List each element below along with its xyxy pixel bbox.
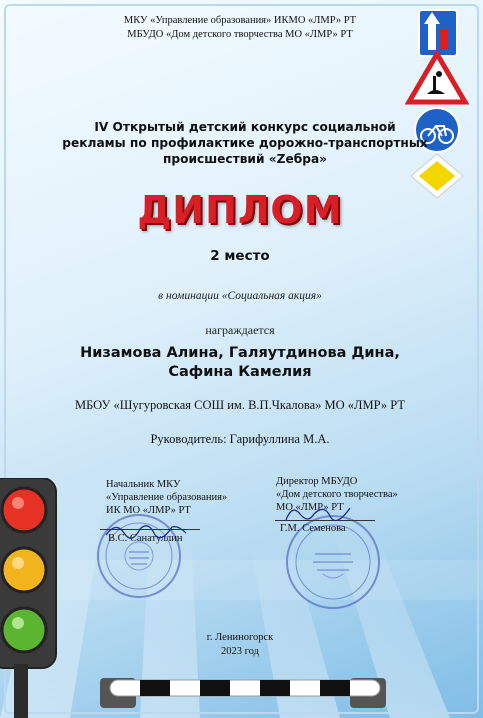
handwritten-signature-right bbox=[280, 500, 360, 526]
diploma-title: ДИПЛОМ bbox=[137, 188, 343, 232]
awarded-label: награждается bbox=[205, 323, 275, 337]
one-way-sign-icon bbox=[419, 10, 457, 56]
signer-left-position-1: Начальник МКУ bbox=[106, 479, 181, 490]
signer-left-position-2: «Управление образования» bbox=[106, 492, 228, 503]
recipient-names bbox=[40, 344, 440, 382]
organizer-line-2: МБУДО «Дом детского творчества МО «ЛМР» РТ bbox=[127, 29, 353, 40]
city-label: г. Лениногорск bbox=[206, 632, 274, 643]
handwritten-signature-left bbox=[102, 519, 192, 541]
signature-block-left bbox=[106, 478, 227, 517]
contest-line-2: рекламы по профилактике дорожно-транспортных bbox=[62, 136, 428, 150]
school-name: МБОУ «Шугуровская СОШ им. В.П.Чкалова» МО «ЛМР» РТ bbox=[74, 398, 406, 412]
year-label: 2023 год bbox=[221, 646, 259, 657]
place-label: 2 место bbox=[210, 248, 270, 264]
signer-right-name: Г.М. Семенова bbox=[280, 523, 346, 534]
organizers-header bbox=[60, 14, 420, 42]
signer-right-position-2: «Дом детского творчества» bbox=[276, 489, 398, 500]
leader-name: Руководитель: Гарифуллина М.А. bbox=[150, 432, 330, 446]
signer-left-name: В.С. Санатуллин bbox=[108, 533, 183, 544]
traffic-light-icon bbox=[0, 478, 70, 718]
striped-barrier-icon bbox=[100, 672, 390, 712]
names-line-1: Низамова Алина, Галяутдинова Дина, bbox=[80, 345, 400, 361]
signer-right-position-3: МО «ЛМР» РТ bbox=[276, 502, 344, 513]
signer-right-position-1: Директор МБУДО bbox=[276, 476, 358, 487]
names-line-2: Сафина Камелия bbox=[168, 364, 312, 380]
road-works-sign-icon bbox=[409, 54, 465, 102]
contest-name bbox=[40, 119, 450, 167]
contest-line-1: IV Открытый детский конкурс социальной bbox=[94, 120, 396, 134]
signer-left-position-3: ИК МО «ЛМР» РТ bbox=[106, 505, 191, 516]
city-and-year bbox=[190, 631, 290, 659]
nomination-text: в номинации «Социальная акция» bbox=[158, 290, 322, 302]
organizer-line-1: МКУ «Управление образования» ИКМО «ЛМР» РТ bbox=[123, 15, 357, 26]
contest-line-3: происшествий «Zебра» bbox=[162, 152, 328, 166]
